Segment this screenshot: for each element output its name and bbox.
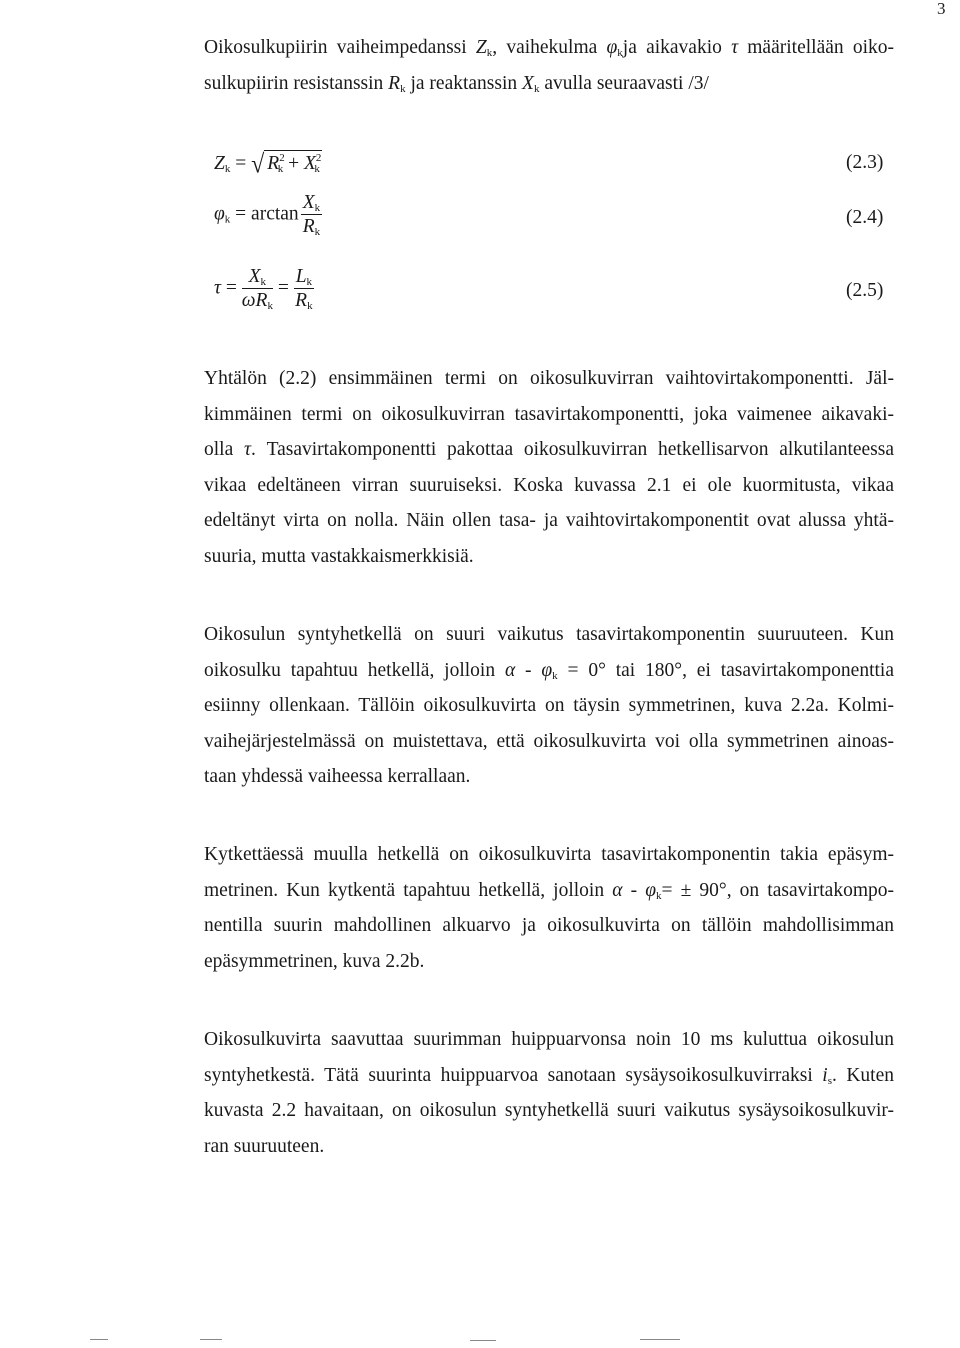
paragraph-3-line: metrinen. Kun kytkentä tapahtuu hetkellä, jolloin $\alpha - \varphi_k= \pm 90^\circ$, on tasavirtakompo- — [204, 879, 894, 902]
equation-2-3: $Z_k$ = √ $R^2_k + X^2_k$ — [214, 150, 322, 180]
paragraph-2 — [204, 617, 894, 795]
paragraph-2-line: taan yhdessä vaiheessa kerrallaan. — [204, 766, 471, 787]
paragraph-1-line: suuria, mutta vastakkaismerkkisiä. — [204, 545, 474, 567]
scan-speck — [470, 1340, 496, 1341]
scan-speck — [200, 1339, 222, 1340]
paragraph-1-line: kimmäinen termi on oikosulkuvirran tasavirtakomponentti, joka vaimenee aikavaki- — [204, 403, 894, 425]
paragraph-3-line: epäsymmetrinen, kuva 2.2b. — [204, 950, 425, 972]
paragraph-2-line: Oikosulun syntyhetkellä on suuri vaikutus tasavirtakomponentin suuruuteen. Kun — [204, 624, 894, 645]
paragraph-1-line: Yhtälön (2.2) ensimmäinen termi on oikosulkuvirran vaihtovirtakomponentti. Jäl- — [204, 368, 894, 389]
intro-paragraph — [204, 30, 894, 101]
paragraph-4 — [204, 1022, 894, 1164]
page-number: 3 — [937, 0, 946, 18]
equation-number-2-4: (2.4) — [846, 207, 884, 228]
paragraph-4-line: syntyhetkestä. Tätä suurinta huippuarvoa sanotaan sysäysoikosulkuvirraksi $i_s$. Kuten — [204, 1064, 895, 1087]
paragraph-1-line: edeltänyt virta on nolla. Näin ollen tasa- ja vaihtovirtakomponentit ovat alussa yhtä- — [204, 510, 894, 531]
paragraph-1 — [204, 361, 894, 574]
paragraph-3-line: nentilla suurin mahdollinen alkuarvo ja oikosulkuvirta on tällöin mahdollisimman — [204, 915, 894, 936]
paragraph-1-line: vikaa edeltäneen virran suuruiseksi. Koska kuvassa 2.1 ei ole kuormitusta, vikaa — [204, 474, 894, 496]
paragraph-3-line: Kytkettäessä muulla hetkellä on oikosulkuvirta tasavirtakomponentin takia epäsym- — [204, 844, 894, 865]
paragraph-4-line: Oikosulkuvirta saavuttaa suurimman huippuarvonsa noin 10 ms kuluttua oikosulun — [204, 1029, 894, 1050]
intro-line-1: Oikosulkupiirin vaiheimpedanssi $Z_k$, vaihekulma $\varphi_kja$ aikavakio τ määritellään oiko- — [204, 37, 894, 59]
equation-number-2-3: (2.3) — [846, 152, 884, 173]
paragraph-4-line: ran suuruuteen. — [204, 1135, 325, 1157]
paragraph-2-line: oikosulku tapahtuu hetkellä, jolloin $\alpha - \varphi_k = 0^\circ$ tai 180°, ei tasavirtakomponenttia — [204, 659, 894, 682]
sqrt-icon: √ — [251, 150, 265, 180]
equation-number-2-5: (2.5) — [846, 280, 884, 301]
paragraph-1-line: olla τ. Tasavirtakomponentti pakottaa oikosulkuvirran hetkellisarvon alkutilanteessa — [204, 439, 895, 460]
scan-speck — [90, 1339, 108, 1340]
paragraph-2-line: vaihejärjestelmässä on muistettava, että oikosulkuvirta voi olla symmetrinen ainoas- — [204, 730, 894, 752]
equation-2-5: τ = $\frac{X_k}{\omega R_k}$ = $\frac{L_k}{R_k}$ — [214, 266, 313, 313]
equation-2-4: $\varphi_k = \arctan$ $\frac{X_k}{R_k}$ — [214, 192, 321, 239]
intro-line-2: sulkupiirin resistanssin $R_k$ ja reaktanssin $X_k$ avulla seuraavasti /3/ — [204, 72, 709, 95]
paragraph-2-line: esiinny ollenkaan. Tällöin oikosulkuvirta on täysin symmetrinen, kuva 2.2a. Kolmi- — [204, 695, 894, 716]
scan-speck — [640, 1339, 680, 1340]
paragraph-4-line: kuvasta 2.2 havaitaan, on oikosulun syntyhetkellä suuri vaikutus sysäysoikosulkuvir- — [204, 1100, 894, 1121]
paragraph-3 — [204, 837, 894, 979]
